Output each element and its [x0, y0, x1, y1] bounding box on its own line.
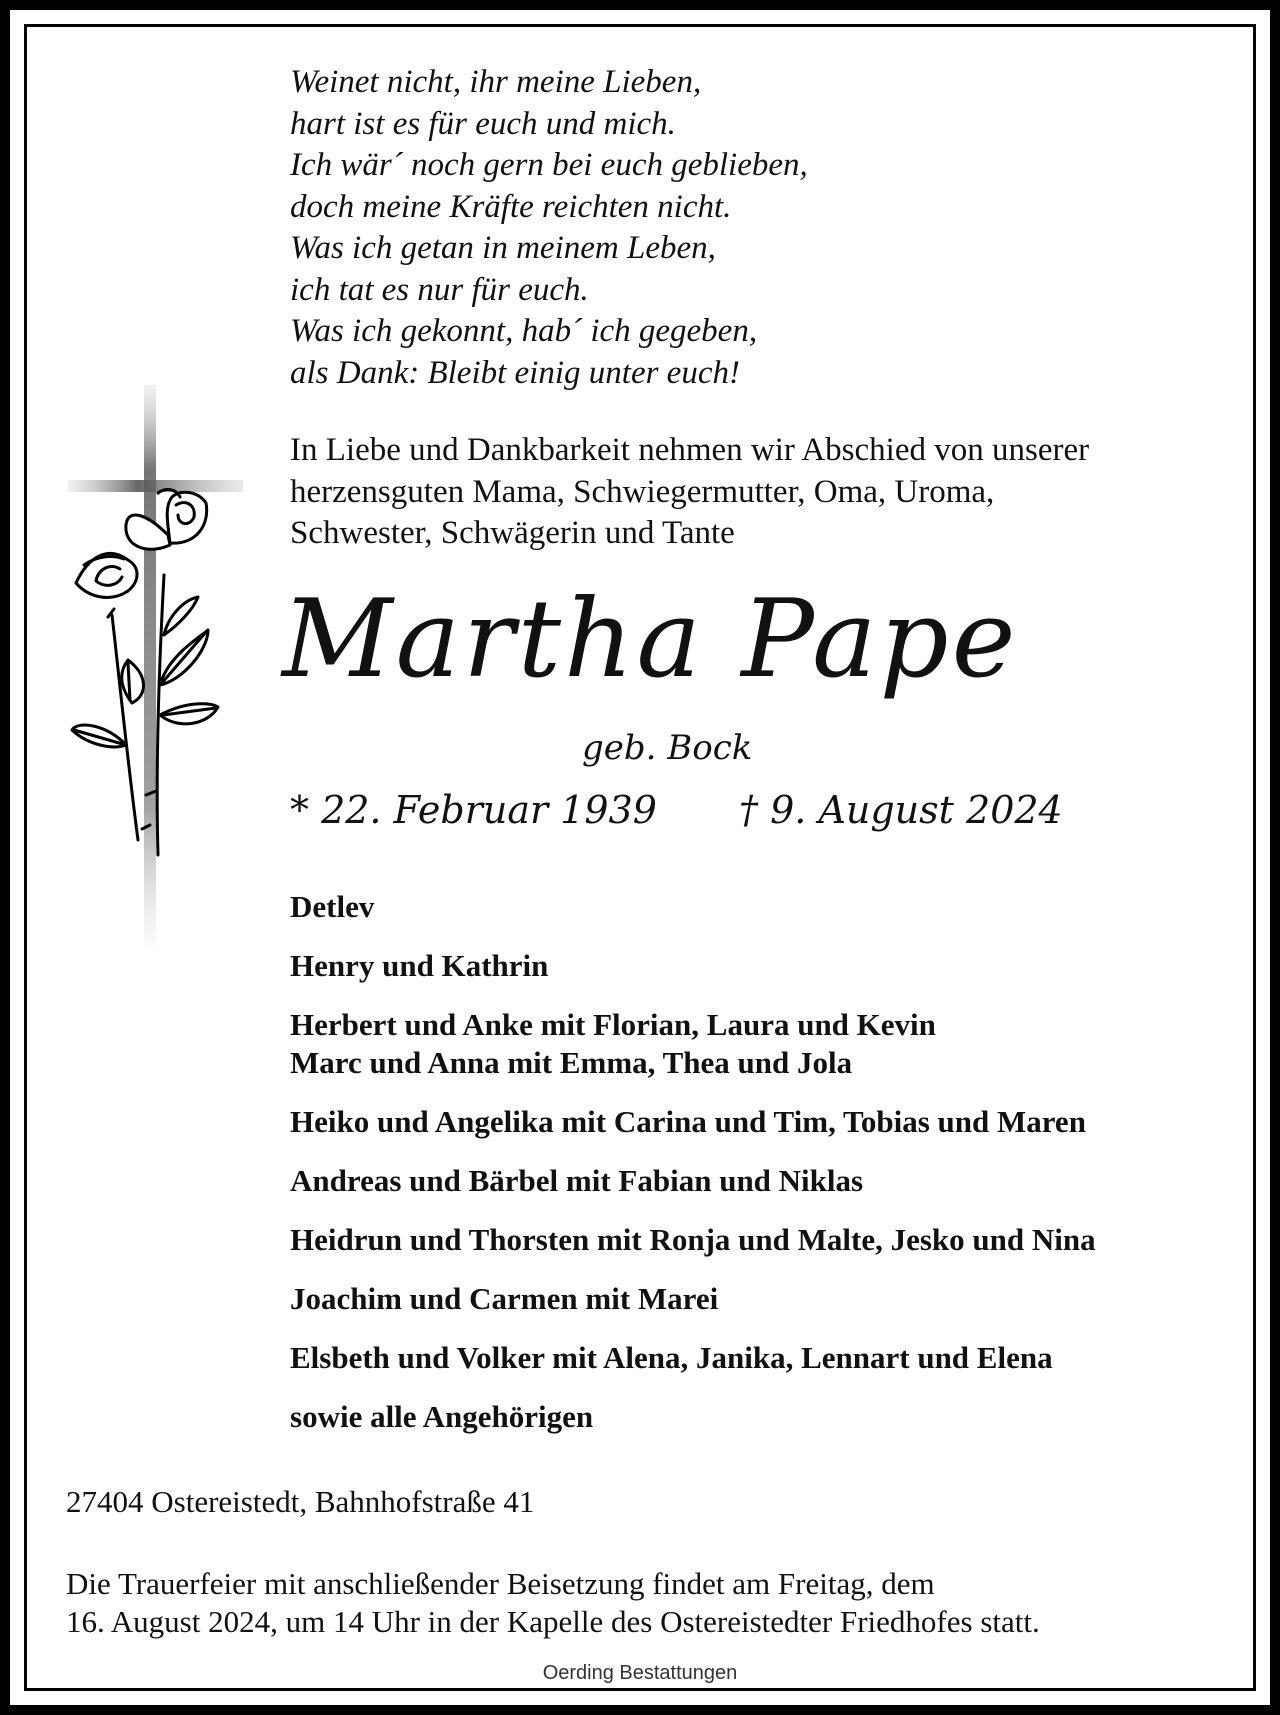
family-group: [290, 1162, 1096, 1200]
birth-date: * 22. Februar 1939: [290, 788, 657, 832]
ceremony-info: [66, 1565, 1040, 1641]
family-group: [290, 1221, 1096, 1259]
poem-line: Was ich gekonnt, hab´ ich gegeben,: [290, 313, 758, 349]
ceremony-line: Die Trauerfeier mit anschließender Beisetzung findet am Freitag, dem: [66, 1566, 935, 1601]
family-list: [290, 888, 1096, 1457]
family-group: [290, 947, 1096, 985]
family-line: Andreas und Bärbel mit Fabian und Niklas: [290, 1163, 864, 1198]
family-group: [290, 1280, 1096, 1318]
poem: [290, 62, 808, 394]
undertaker-credit: Oerding Bestattungen: [542, 1662, 738, 1684]
life-dates: [290, 788, 1063, 832]
poem-line: Weinet nicht, ihr meine Lieben,: [290, 64, 702, 100]
family-group: [290, 1339, 1096, 1377]
intro-line: herzensguten Mama, Schwiegermutter, Oma, Uroma,: [290, 473, 995, 510]
family-line: Herbert und Anke mit Florian, Laura und Kevin: [290, 1007, 936, 1042]
deceased-name: Martha Pape: [282, 577, 1019, 702]
family-group: [290, 1006, 1096, 1082]
poem-line: hart ist es für euch und mich.: [290, 105, 676, 142]
poem-line: doch meine Kräfte reichten nicht.: [290, 188, 732, 225]
family-group: [290, 1103, 1096, 1141]
address: 27404 Ostereistedt, Bahnhofstraße 41: [66, 1484, 535, 1519]
family-line: Marc und Anna mit Emma, Thea und Jola: [290, 1045, 853, 1080]
family-line: Henry und Kathrin: [290, 948, 549, 983]
poem-line: Was ich getan in meinem Leben,: [290, 230, 716, 266]
family-group: [290, 1398, 1096, 1436]
birth-name: geb. Bock: [582, 728, 753, 768]
intro-text: [290, 430, 1089, 555]
family-line: Elsbeth und Volker mit Alena, Janika, Lennart und Elena: [290, 1340, 1053, 1375]
intro-line: Schwester, Schwägerin und Tante: [290, 515, 735, 551]
family-line: sowie alle Angehörigen: [290, 1399, 594, 1434]
poem-line: Ich wär´ noch gern bei euch geblieben,: [290, 147, 808, 183]
poem-line: als Dank: Bleibt einig unter euch!: [290, 354, 740, 391]
cross-with-roses-icon: [48, 385, 268, 945]
ceremony-line: 16. August 2024, um 14 Uhr in der Kapelle des Ostereistedter Friedhofes statt.: [66, 1604, 1040, 1639]
family-line: Heidrun und Thorsten mit Ronja und Malte, Jesko und Nina: [290, 1222, 1096, 1257]
family-group: [290, 888, 1096, 926]
intro-line: In Liebe und Dankbarkeit nehmen wir Abschied von unserer: [290, 432, 1090, 468]
family-line: Detlev: [290, 889, 375, 924]
family-line: Joachim und Carmen mit Marei: [290, 1281, 719, 1316]
family-line: Heiko und Angelika mit Carina und Tim, Tobias und Maren: [290, 1104, 1086, 1139]
death-date: † 9. August 2024: [739, 788, 1063, 832]
poem-line: ich tat es nur für euch.: [290, 271, 589, 308]
